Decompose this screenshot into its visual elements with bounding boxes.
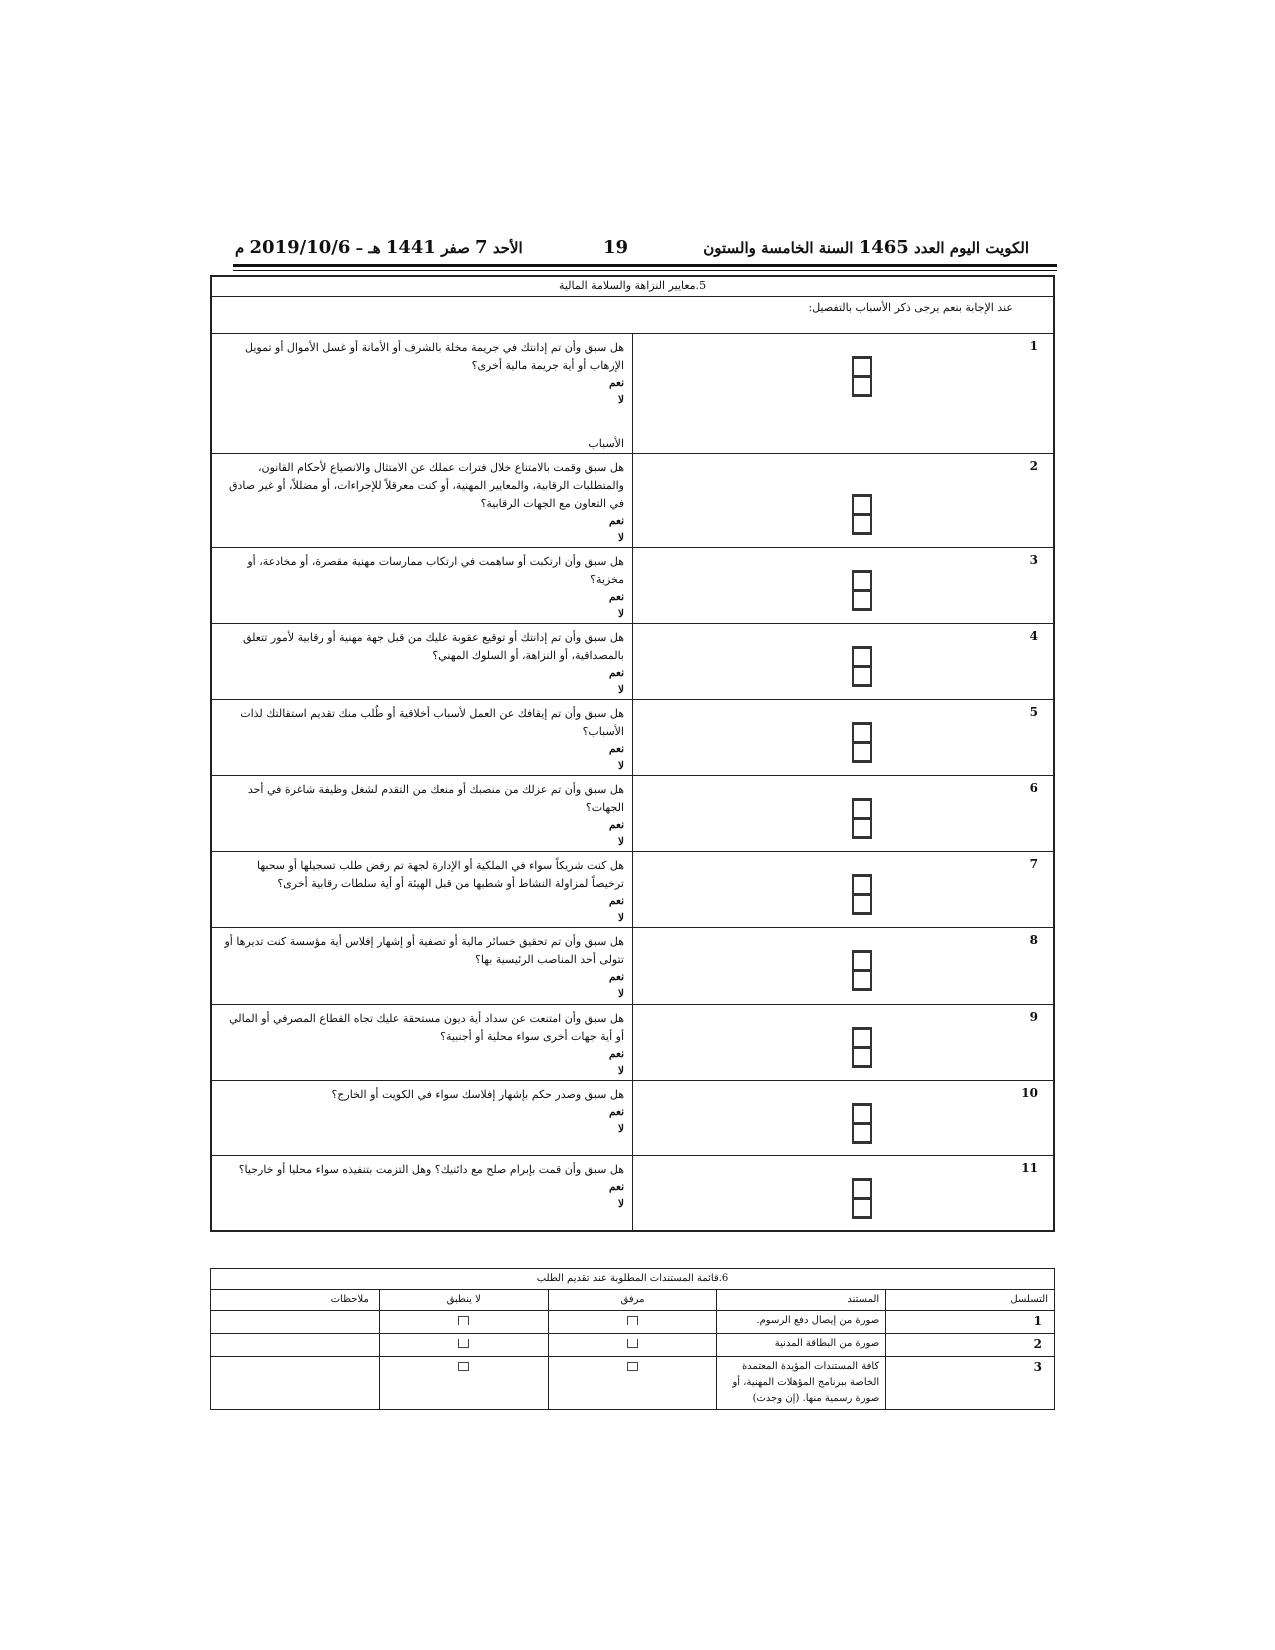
header-hijri-year: 1441 (385, 237, 436, 258)
column-header-document: المستند (717, 1290, 886, 1311)
yes-label: نعم (609, 376, 624, 389)
question-cell (211, 1080, 633, 1155)
yes-no-checkbox[interactable] (852, 646, 872, 687)
column-header-notes: ملاحظات (211, 1290, 380, 1311)
question-number: 4 (633, 623, 1055, 699)
question-number: 9 (633, 1004, 1055, 1080)
question-cell (211, 699, 633, 775)
row-number: 3 (886, 1357, 1055, 1410)
question-text: هل سبق وأن تم إدانتك في جريمة مخلة بالشرف أو الأمانة أو غسل الأموال أو تمويل الإرهاب أو أية جريمة مالية أخرى؟ (245, 340, 624, 372)
header-hijri-suffix: هـ – (355, 239, 381, 257)
question-number: 11 (633, 1155, 1055, 1231)
yes-no-checkbox[interactable] (852, 874, 872, 915)
not-applicable-checkbox[interactable] (458, 1339, 469, 1348)
yes-label: نعم (609, 590, 624, 603)
yes-no-checkbox[interactable] (852, 1178, 872, 1219)
question-row (211, 927, 1054, 1004)
section5-title: 5.معايير النزاهة والسلامة المالية (211, 276, 1054, 296)
yes-no-checkbox[interactable] (852, 950, 872, 991)
document-name: صورة من البطاقة المدنية (717, 1334, 886, 1357)
attached-checkbox[interactable] (627, 1362, 638, 1371)
question-text: هل سبق وصدر حكم بإشهار إفلاسك سواء في الكويت أو الخارج؟ (331, 1087, 624, 1101)
required-documents-table (210, 1268, 1055, 1410)
question-row (211, 547, 1054, 623)
question-text: هل سبق وأن قمت بإبرام صلح مع دائنيك؟ وهل التزمت بتنفيذه سواء محليا أو خارجيا؟ (238, 1162, 624, 1176)
question-text: هل سبق وقمت بالامتناع خلال فترات عملك عن الامتثال والانصياع لأحكام القانون، والمتطلبات الرقابية، والمعايير المهنية، أو كنت معرقلاً للإجراءات، أو مضللاً، أو غير صادق في التعاون مع الجهات الرقابية؟ (228, 460, 624, 510)
yes-label: نعم (609, 666, 624, 679)
header-gregorian-suffix: م (235, 239, 245, 257)
header-issue-number: 1465 (858, 237, 909, 258)
question-cell (211, 775, 633, 851)
question-number: 7 (633, 851, 1055, 927)
section-note-row (211, 296, 1054, 333)
question-row (211, 1004, 1054, 1080)
yes-label: نعم (609, 1105, 624, 1118)
no-label: لا (618, 987, 624, 1000)
question-row (211, 851, 1054, 927)
no-label: لا (618, 835, 624, 848)
question-text: هل سبق وأن امتنعت عن سداد أية ديون مستحقة عليك تجاه القطاع المصرفي أو المالي أو أية جهات أخرى سواء محلية أو أجنبية؟ (229, 1011, 624, 1043)
column-header-attached: مرفق (548, 1290, 717, 1311)
question-text: هل سبق وأن تم عزلك من منصبك أو منعك من التقدم لشغل وظيفة شاغرة في أحد الجهات؟ (247, 782, 624, 814)
yes-label: نعم (609, 818, 624, 831)
yes-no-checkbox[interactable] (852, 1027, 872, 1068)
notes-cell[interactable] (211, 1311, 380, 1334)
no-label: لا (618, 759, 624, 772)
column-header-not-applicable: لا ينطبق (379, 1290, 548, 1311)
question-number: 2 (633, 453, 1055, 547)
attached-checkbox-cell (548, 1357, 717, 1410)
attached-checkbox[interactable] (627, 1316, 638, 1325)
question-cell (211, 1004, 633, 1080)
yes-label: نعم (609, 1047, 624, 1060)
question-number: 6 (633, 775, 1055, 851)
section-title-row (211, 276, 1054, 296)
question-cell (211, 547, 633, 623)
header-day: 7 (475, 237, 488, 258)
yes-label: نعم (609, 970, 624, 983)
question-number: 3 (633, 547, 1055, 623)
yes-label: نعم (609, 742, 624, 755)
not-applicable-checkbox[interactable] (458, 1316, 469, 1325)
question-row (211, 453, 1054, 547)
document-name: كافة المستندات المؤيدة المعتمدة الخاصة ببرنامج المؤهلات المهنية، أو صورة رسمية منها. (إن وجدت) (717, 1357, 886, 1410)
section-title-row (211, 1269, 1055, 1290)
page-number: 19 (603, 237, 629, 258)
question-cell (211, 333, 633, 453)
question-row (211, 1155, 1054, 1231)
question-row (211, 1080, 1054, 1155)
question-number: 8 (633, 927, 1055, 1004)
header-date (235, 237, 523, 258)
section6-title: 6.قائمة المستندات المطلوبة عند تقديم الطلب (211, 1269, 1055, 1290)
integrity-questions-table (210, 275, 1055, 1232)
document-name: صورة من إيصال دفع الرسوم. (717, 1311, 886, 1334)
yes-no-checkbox[interactable] (852, 570, 872, 611)
question-text: هل كنت شريكاً سواء في الملكية أو الإدارة لجهة تم رفض طلب تسجيلها أو سحبها ترخيصاً لمزاولة النشاط أو شطبها من قبل الهيئة أو أية سلطات رقابية أخرى؟ (256, 858, 624, 890)
question-text: هل سبق وأن تم إيقافك عن العمل لأسباب أخلاقية أو طُلب منك تقديم استقالتك لذات الأسباب؟ (240, 706, 624, 738)
question-row (211, 775, 1054, 851)
yes-label: نعم (609, 894, 624, 907)
attached-checkbox-cell (548, 1311, 717, 1334)
row-number: 1 (886, 1311, 1055, 1334)
no-label: لا (618, 1122, 624, 1135)
yes-no-checkbox[interactable] (852, 798, 872, 839)
header-publication (703, 237, 1029, 258)
row-number: 2 (886, 1334, 1055, 1357)
question-number: 5 (633, 699, 1055, 775)
question-text: هل سبق وأن ارتكبت أو ساهمت في ارتكاب ممارسات مهنية مقصرة، أو مخادعة، أو مخزية؟ (247, 554, 624, 586)
question-cell (211, 927, 633, 1004)
reasons-label: الأسباب (588, 436, 624, 450)
table-header-row (211, 1290, 1055, 1311)
table-row (211, 1357, 1055, 1410)
question-cell (211, 1155, 633, 1231)
no-label: لا (618, 1064, 624, 1077)
no-label: لا (618, 1197, 624, 1210)
header-publication-name: الكويت اليوم العدد (914, 239, 1029, 257)
no-label: لا (618, 911, 624, 924)
column-header-sequence: التسلسل (886, 1290, 1055, 1311)
notes-cell[interactable] (211, 1357, 380, 1410)
no-label: لا (618, 683, 624, 696)
not-applicable-checkbox-cell (379, 1334, 548, 1357)
question-row (211, 623, 1054, 699)
section5-note: عند الإجابة بنعم يرجى ذكر الأسباب بالتفصيل: (211, 296, 1054, 333)
question-row (211, 699, 1054, 775)
no-label: لا (618, 393, 624, 406)
question-cell (211, 851, 633, 927)
yes-no-checkbox[interactable] (852, 494, 872, 535)
header-month: صفر (441, 239, 470, 257)
page-header (233, 233, 1057, 267)
question-cell (211, 623, 633, 699)
attached-checkbox[interactable] (627, 1339, 638, 1348)
not-applicable-checkbox-cell (379, 1311, 548, 1334)
question-text: هل سبق وأن تم إدانتك أو توقيع عقوبة عليك من قبل جهة مهنية أو رقابية لأمور تتعلق بالمصداقية، أو النزاهة، أو السلوك المهني؟ (242, 630, 624, 662)
no-label: لا (618, 607, 624, 620)
table-row (211, 1311, 1055, 1334)
question-number: 10 (633, 1080, 1055, 1155)
not-applicable-checkbox-cell (379, 1357, 548, 1410)
yes-no-checkbox[interactable] (852, 722, 872, 763)
header-weekday: الأحد (492, 239, 523, 257)
header-gregorian-date: 2019/10/6 (249, 237, 351, 258)
yes-label: نعم (609, 514, 624, 527)
header-year-text: السنة الخامسة والستون (703, 239, 854, 257)
question-row (211, 333, 1054, 453)
notes-cell[interactable] (211, 1334, 380, 1357)
yes-no-checkbox[interactable] (852, 1103, 872, 1144)
not-applicable-checkbox[interactable] (458, 1362, 469, 1371)
no-label: لا (618, 531, 624, 544)
yes-label: نعم (609, 1180, 624, 1193)
question-cell (211, 453, 633, 547)
question-text: هل سبق وأن تم تحقيق خسائر مالية أو تصفية أو إشهار إفلاس أية مؤسسة كنت تديرها أو تتولى أحد المناصب الرئيسية بها؟ (224, 934, 624, 966)
attached-checkbox-cell (548, 1334, 717, 1357)
question-number: 1 (633, 333, 1055, 453)
yes-no-checkbox[interactable] (852, 356, 872, 397)
table-row (211, 1334, 1055, 1357)
